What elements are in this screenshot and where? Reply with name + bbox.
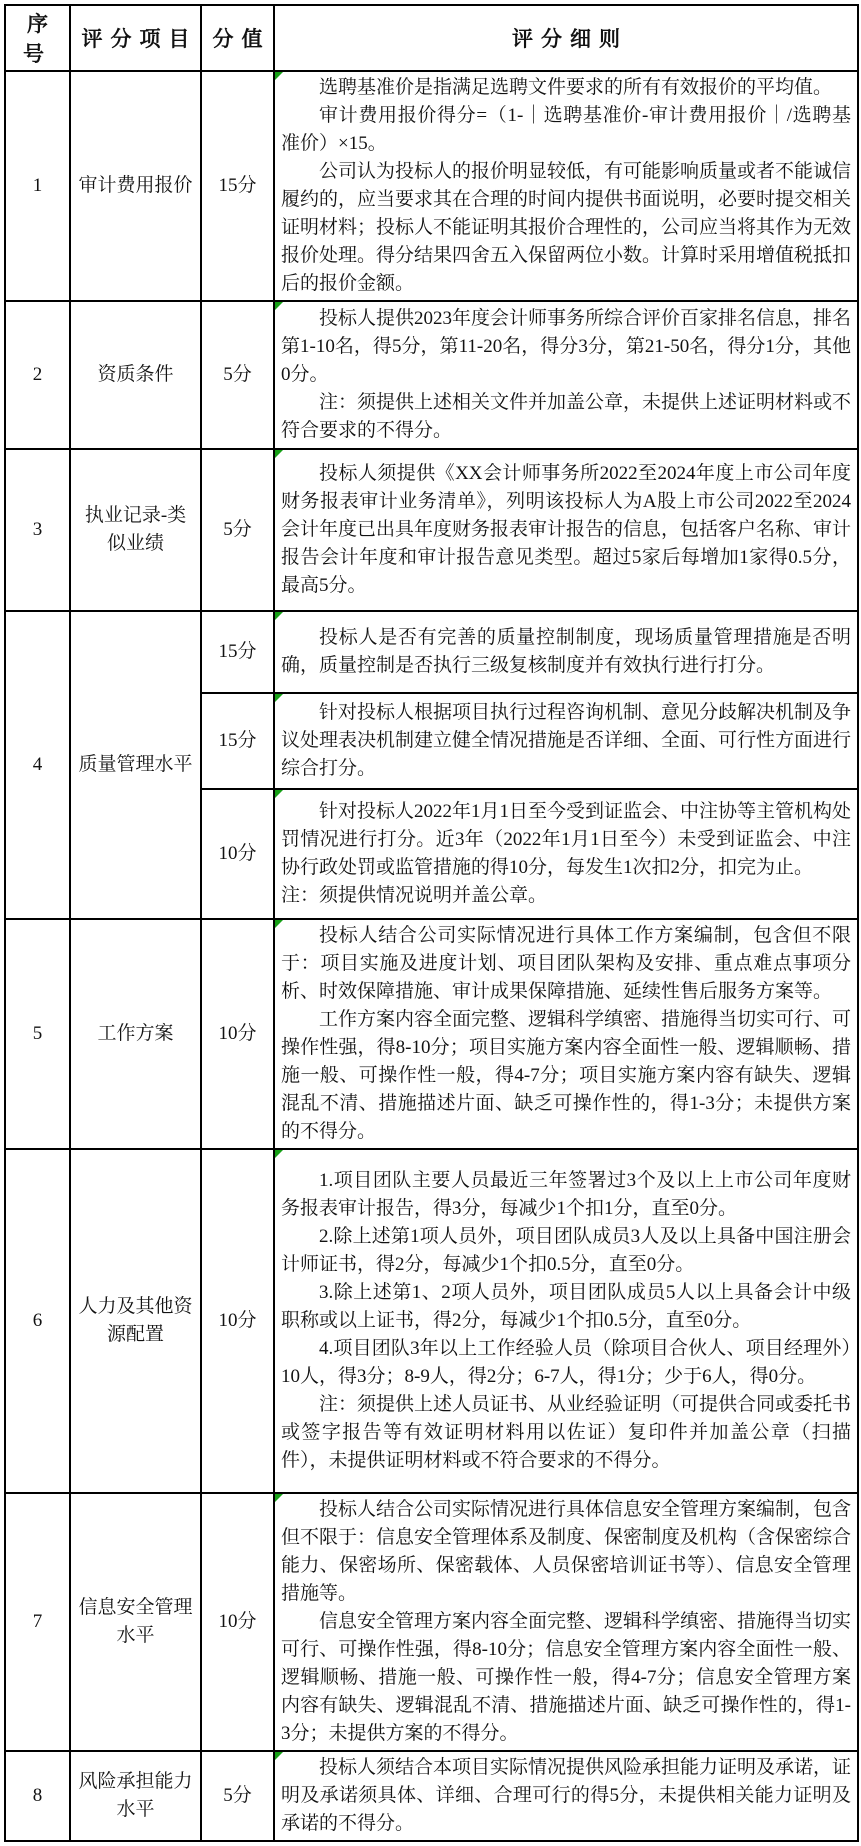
detail-paragraph: 注：须提供上述相关文件并加盖公章，未提供上述证明材料或不符合要求的不得分。 xyxy=(281,392,852,441)
item-name-cell: 工作方案 xyxy=(70,919,201,1149)
cell-corner-flag-icon xyxy=(275,790,283,798)
score-cell: 10分 xyxy=(201,789,274,919)
cell-corner-flag-icon xyxy=(275,450,283,458)
score-cell: 5分 xyxy=(201,1751,274,1841)
item-name-cell: 质量管理水平 xyxy=(70,611,201,919)
detail-cell xyxy=(274,919,858,1149)
detail-paragraph: 选聘基准价是指满足选聘文件要求的所有有效报价的平均值。 xyxy=(319,77,833,98)
detail-paragraph: 注：须提供上述人员证书、从业经验证明（可提供合同或委托书或签字报告等有效证明材料用以佐证）复印件并加盖公章（扫描件），未提供证明材料或不符合要求的不得分。 xyxy=(281,1394,852,1471)
cell-corner-flag-icon xyxy=(275,1752,283,1760)
table-row xyxy=(5,611,858,693)
cell-corner-flag-icon xyxy=(275,694,283,702)
detail-cell xyxy=(274,789,858,919)
row-number-cell: 7 xyxy=(5,1493,70,1751)
item-name-cell: 资质条件 xyxy=(70,301,201,449)
detail-paragraph: 针对投标人2022年1月1日至今受到证监会、中注协等主管机构处罚情况进行打分。近3年（2022年1月1日至今）未受到证监会、中注协行政处罚或监管措施的得10分，每发生1次扣2分，扣完为止。 xyxy=(281,801,852,878)
item-name-cell: 人力及其他资源配置 xyxy=(70,1149,201,1493)
scoring-table xyxy=(4,4,859,1842)
score-cell: 5分 xyxy=(201,301,274,449)
detail-paragraph: 投标人须提供《XX会计师事务所2022至2024年度上市公司年度财务报表审计业务清单》，列明该投标人为A股上市公司2022至2024会计年度已出具年度财务报表审计报告的信息，包括客户名称、审计报告会计年度和审计报告意见类型。超过5家后每增加1家得0.5分，最高5分。 xyxy=(281,463,852,596)
detail-paragraph: 3.除上述第1、2项人员外，项目团队成员5人以上具备会计中级职称或以上证书，得2分，每减少1个扣0.5分，直至0分。 xyxy=(281,1282,851,1331)
item-name-cell: 信息安全管理水平 xyxy=(70,1493,201,1751)
detail-paragraph: 公司认为投标人的报价明显较低，有可能影响质量或者不能诚信履约的，应当要求其在合理的时间内提供书面说明，必要时提交相关证明材料；投标人不能证明其报价合理性的，公司应当将其作为无效报价处理。得分结果四舍五入保留两位小数。计算时采用增值税抵扣后的报价金额。 xyxy=(281,161,852,294)
detail-paragraph: 2.除上述第1项人员外，项目团队成员3人及以上具备中国注册会计师证书，得2分，每减少1个扣0.5分，直至0分。 xyxy=(281,1226,851,1275)
header-col-score: 分值 xyxy=(201,5,274,71)
header-col-detail: 评分细则 xyxy=(274,5,858,71)
detail-paragraph: 投标人是否有完善的质量控制制度，现场质量管理措施是否明确，质量控制是否执行三级复核制度并有效执行进行打分。 xyxy=(281,627,851,676)
detail-paragraph: 信息安全管理方案内容全面完整、逻辑科学缜密、措施得当切实可行、可操作性强，得8-10分；信息安全管理方案内容全面性一般、逻辑顺畅、措施一般、可操作性一般，得4-7分；信息安全管理方案内容有缺失、逻辑混乱不清、措施描述片面、缺乏可操作性的，得1-3分；未提供方案的不得分。 xyxy=(281,1611,852,1744)
detail-cell xyxy=(274,1149,858,1493)
score-cell: 15分 xyxy=(201,71,274,301)
detail-cell xyxy=(274,1493,858,1751)
row-number-cell: 3 xyxy=(5,449,70,611)
detail-cell xyxy=(274,1751,858,1841)
detail-paragraph: 1.项目团队主要人员最近三年签署过3个及以上上市公司年度财务报表审计报告，得3分，每减少1个扣1分，直至0分。 xyxy=(281,1170,851,1219)
score-cell: 10分 xyxy=(201,919,274,1149)
row-number-cell: 5 xyxy=(5,919,70,1149)
detail-paragraph: 投标人提供2023年度会计师事务所综合评价百家排名信息，排名第1-10名，得5分，第11-20名，得分3分，第21-50名，得分1分，其他0分。 xyxy=(281,308,852,385)
detail-paragraph: 工作方案内容全面完整、逻辑科学缜密、措施得当切实可行、可操作性强，得8-10分；项目实施方案内容全面性一般、逻辑顺畅、措施一般、可操作性一般，得4-7分；项目实施方案内容有缺失、逻辑混乱不清、措施描述片面、缺乏可操作性的，得1-3分；未提供方案的不得分。 xyxy=(281,1009,852,1142)
cell-corner-flag-icon xyxy=(275,612,283,620)
table-row xyxy=(5,1149,858,1493)
cell-corner-flag-icon xyxy=(275,302,283,310)
table-header-row xyxy=(5,5,858,71)
row-number-cell: 1 xyxy=(5,71,70,301)
detail-paragraph: 投标人结合公司实际情况进行具体工作方案编制，包含但不限于：项目实施及进度计划、项目团队架构及安排、重点难点事项分析、时效保障措施、审计成果保障措施、延续性售后服务方案等。 xyxy=(281,925,851,1002)
cell-corner-flag-icon xyxy=(275,920,283,928)
score-cell: 5分 xyxy=(201,449,274,611)
score-cell: 10分 xyxy=(201,1493,274,1751)
detail-cell xyxy=(274,301,858,449)
detail-cell xyxy=(274,611,858,693)
detail-paragraph: 审计费用报价得分=（1-｜选聘基准价-审计费用报价｜/选聘基准价）×15。 xyxy=(281,105,851,154)
table-row xyxy=(5,301,858,449)
score-cell: 15分 xyxy=(201,611,274,693)
row-number-cell: 6 xyxy=(5,1149,70,1493)
detail-cell xyxy=(274,71,858,301)
score-cell: 10分 xyxy=(201,1149,274,1493)
cell-corner-flag-icon xyxy=(275,72,283,80)
cell-corner-flag-icon xyxy=(275,1494,283,1502)
detail-cell xyxy=(274,449,858,611)
score-cell: 15分 xyxy=(201,693,274,789)
detail-paragraph: 投标人结合公司实际情况进行具体信息安全管理方案编制，包含但不限于：信息安全管理体系及制度、保密制度及机构（含保密综合能力、保密场所、保密载体、人员保密培训证书等）、信息安全管理措施等。 xyxy=(281,1499,852,1604)
detail-paragraph: 4.项目团队3年以上工作经验人员（除项目合伙人、项目经理外）10人，得3分；8-9人，得2分；6-7人，得1分；少于6人，得0分。 xyxy=(281,1338,851,1387)
row-number-cell: 8 xyxy=(5,1751,70,1841)
detail-paragraph: 针对投标人根据项目执行过程咨询机制、意见分歧解决机制及争议处理表决机制建立健全情况措施是否详细、全面、可行性方面进行综合打分。 xyxy=(281,702,852,779)
item-name-cell: 风险承担能力水平 xyxy=(70,1751,201,1841)
table-row xyxy=(5,1751,858,1841)
detail-paragraph: 投标人须结合本项目实际情况提供风险承担能力证明及承诺，证明及承诺须具体、详细、合理可行的得5分，未提供相关能力证明及承诺的不得分。 xyxy=(281,1757,852,1834)
cell-corner-flag-icon xyxy=(275,1150,283,1158)
row-number-cell: 4 xyxy=(5,611,70,919)
header-col-item: 评分项目 xyxy=(70,5,201,71)
header-col-no: 序号 xyxy=(5,5,70,71)
table-row xyxy=(5,919,858,1149)
table-body xyxy=(5,71,858,1841)
detail-cell xyxy=(274,693,858,789)
item-name-cell: 审计费用报价 xyxy=(70,71,201,301)
row-number-cell: 2 xyxy=(5,301,70,449)
item-name-cell: 执业记录-类似业绩 xyxy=(70,449,201,611)
table-row xyxy=(5,71,858,301)
detail-paragraph: 注：须提供情况说明并盖公章。 xyxy=(281,885,548,906)
table-row xyxy=(5,449,858,611)
table-row xyxy=(5,1493,858,1751)
